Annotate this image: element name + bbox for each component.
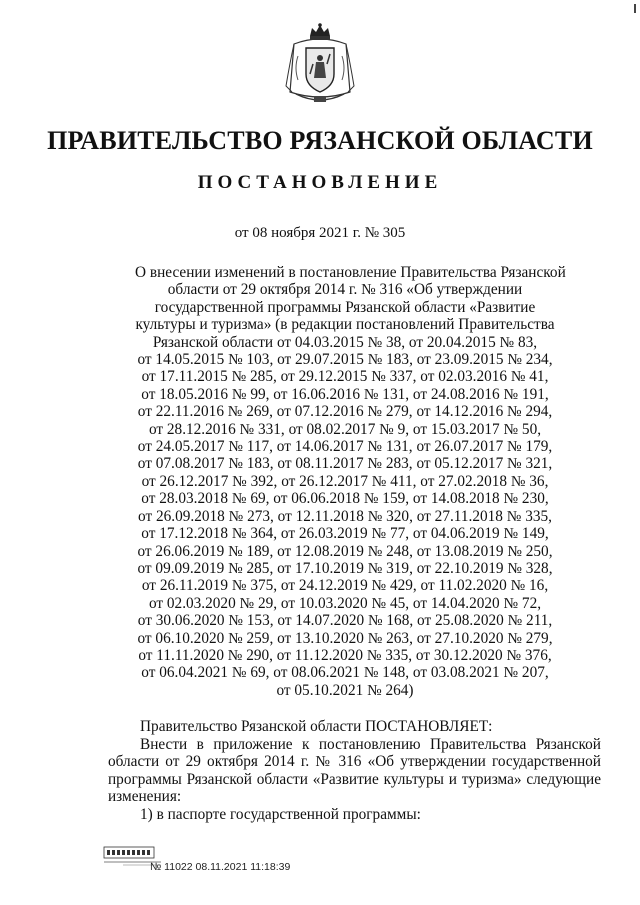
government-title: ПРАВИТЕЛЬСТВО РЯЗАНСКОЙ ОБЛАСТИ — [47, 126, 593, 155]
document-date: от 08 ноября 2021 г. № 305 — [234, 225, 406, 241]
subject-line: от 26.09.2018 № 273, от 12.11.2018 № 320, от 27.11.2018 № 335, — [138, 507, 552, 525]
decree-statement: Правительство Рязанской области ПОСТАНОВЛЯЕТ: — [140, 718, 493, 735]
subject-line: от 22.11.2016 № 269, от 07.12.2016 № 279, от 14.12.2016 № 294, — [137, 403, 553, 421]
subject-line: от 14.05.2015 № 103, от 29.07.2015 № 183, от 23.09.2015 № 234, — [137, 351, 553, 369]
subject-line: от 18.05.2016 № 99, от 16.06.2016 № 131, от 24.08.2016 № 191, — [141, 385, 549, 403]
subject-line: от 30.06.2020 № 153, от 14.07.2020 № 168, от 25.08.2020 № 211, — [137, 612, 553, 630]
subject-line: от 26.11.2019 № 375, от 24.12.2019 № 429, от 11.02.2020 № 16, — [141, 577, 549, 595]
subject-line: области от 29 октября 2014 г. № 316 «Об утверждении — [167, 281, 523, 299]
subject-line: Рязанской области от 04.03.2015 № 38, от 20.04.2015 № 83, — [152, 333, 538, 351]
subject-line: от 17.11.2015 № 285, от 29.12.2015 № 337, от 02.03.2016 № 41, — [141, 368, 549, 386]
document-subject — [135, 264, 566, 699]
instruction-paragraph: Внести в приложение к постановлению Правительства Рязанской области от 29 октября 2014 г. № 316 «Об утверждении государственной программы Рязанской области «Развитие культуры и туризма» следующие изменения: — [108, 735, 601, 806]
subject-line: от 06.10.2020 № 259, от 13.10.2020 № 263, от 27.10.2020 № 279, — [137, 629, 553, 647]
subject-line: от 26.12.2017 № 392, от 26.12.2017 № 411, от 27.02.2018 № 36, — [141, 472, 549, 490]
subject-line: от 02.03.2020 № 29, от 10.03.2020 № 45, от 14.04.2020 № 72, — [148, 594, 542, 612]
subject-line: от 28.12.2016 № 331, от 08.02.2017 № 9, от 15.03.2017 № 50, — [148, 420, 542, 438]
subject-line: от 17.12.2018 № 364, от 26.03.2019 № 77, от 04.06.2019 № 149, — [141, 525, 549, 543]
document-body — [108, 718, 601, 824]
subject-line: от 05.10.2021 № 264) — [276, 681, 414, 699]
coat-of-arms-icon — [280, 22, 360, 106]
subject-line: культуры и туризма» (в редакции постановлений Правительства — [135, 316, 555, 334]
subject-line: от 06.04.2021 № 69, от 08.06.2021 № 148, от 03.08.2021 № 207, — [141, 664, 549, 682]
list-item: 1) в паспорте государственной программы: — [140, 805, 421, 823]
subject-line: государственной программы Рязанской области «Развитие — [154, 298, 536, 316]
subject-line: от 09.09.2019 № 285, от 17.10.2019 № 319, от 22.10.2019 № 328, — [137, 559, 553, 577]
subject-line: О внесении изменений в постановление Правительства Рязанской — [135, 264, 566, 281]
subject-line: от 11.11.2020 № 290, от 11.12.2020 № 335, от 30.12.2020 № 376, — [138, 646, 552, 664]
registration-stamp: № 11022 08.11.2021 11:18:39 — [150, 861, 291, 873]
subject-line: от 26.06.2019 № 189, от 12.08.2019 № 248, от 13.08.2019 № 250, — [137, 542, 553, 560]
scan-edge-mark — [634, 4, 636, 13]
subject-line: от 28.03.2018 № 69, от 06.06.2018 № 159, от 14.08.2018 № 230, — [141, 490, 549, 508]
subject-line: от 24.05.2017 № 117, от 14.06.2017 № 131, от 26.07.2017 № 179, — [137, 438, 553, 456]
document-type: ПОСТАНОВЛЕНИЕ — [197, 172, 443, 193]
subject-line: от 07.08.2017 № 183, от 08.11.2017 № 283, от 05.12.2017 № 321, — [137, 455, 553, 473]
